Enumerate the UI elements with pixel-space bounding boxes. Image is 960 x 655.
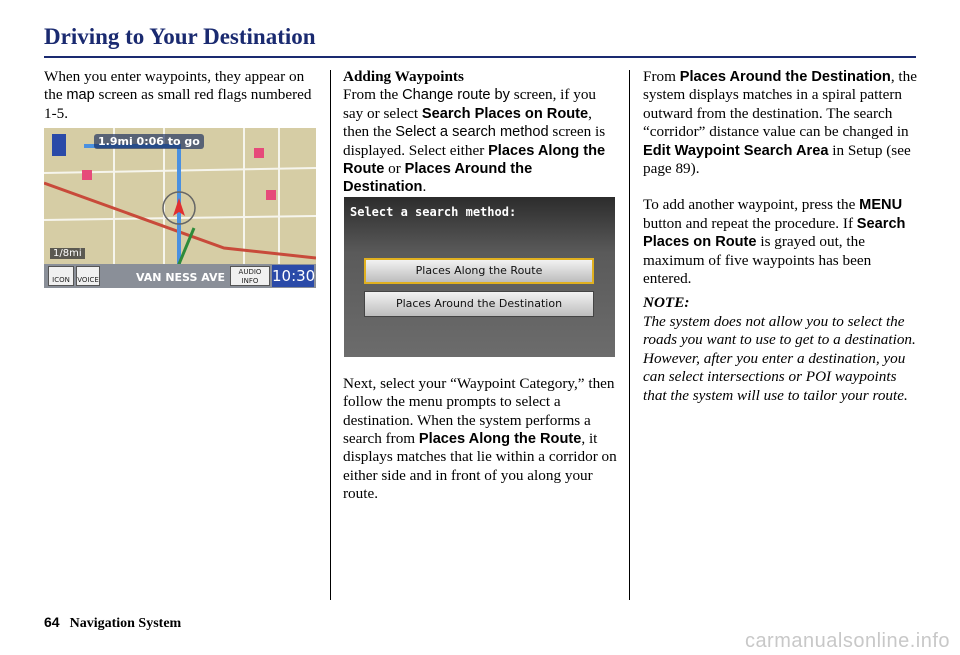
column-right — [643, 68, 917, 405]
clock: 10:30 — [272, 267, 316, 285]
text-run: screen, if you say or select — [343, 86, 597, 122]
select-method-term: Select a search method — [395, 124, 549, 141]
places-along-route-option[interactable]: Places Along the Route — [364, 258, 594, 284]
text-run: , it displays matches that lie within a corridor on either side and in front of you along your route. — [343, 430, 617, 503]
audio-info-button[interactable] — [230, 266, 270, 286]
text-run: From — [643, 68, 680, 85]
around-destination-term: Places Around the Destination — [343, 161, 533, 196]
map-screen-image — [44, 128, 316, 288]
map-term: map — [66, 87, 95, 104]
site-watermark: carmanualsonline.info — [744, 630, 950, 652]
section-heading: Adding Waypoints — [343, 68, 464, 85]
icon-button-label: ICON — [52, 276, 70, 284]
text-run: From the — [343, 86, 403, 104]
text-run: screen as small red flags numbered 1-5. — [44, 86, 312, 122]
around-destination-term: Places Around the Destination — [679, 69, 891, 85]
along-route-term: Places Along the Route — [418, 431, 582, 448]
footer-label: Navigation System — [69, 616, 182, 631]
note-text: The system does not allow you to select the roads you want to use to get to a destination. However, after you enter a destination, you can select intersections or POI waypoints that the system will use to tailor your route. — [643, 312, 916, 404]
add-waypoint-paragraph — [643, 196, 917, 288]
edit-search-area-term: Edit Waypoint Search Area — [643, 142, 829, 159]
title-divider — [44, 56, 916, 58]
text-run: To add another waypoint, press the — [643, 196, 860, 214]
column-divider — [330, 70, 331, 600]
menu-term: MENU — [859, 197, 903, 214]
page-footer — [44, 614, 181, 632]
icon-button[interactable] — [48, 266, 74, 286]
along-route-term: Places Along the Route — [343, 142, 606, 178]
page-number: 64 — [44, 614, 60, 630]
adding-waypoints-paragraph — [343, 86, 617, 196]
distance-time-label: 1.9mi 0:06 to go — [94, 134, 204, 149]
search-method-screen-image — [344, 197, 615, 357]
places-around-destination-option[interactable]: Places Around the Destination — [364, 291, 594, 317]
text-run: , the system displays matches in a spiral pattern outward from the destination. The search “corridor” distance value can be changed in — [643, 68, 917, 141]
audio-info-label: AUDIO INFO — [238, 268, 262, 285]
text-run: is grayed out, the maximum of five waypoints has been entered. — [643, 233, 872, 288]
category-paragraph — [343, 375, 617, 504]
note-heading: NOTE: — [643, 294, 690, 312]
text-run: Next, select your “Waypoint Category,” then follow the menu prompts to select a destination. When the system performs a search from — [343, 374, 615, 448]
current-street-label: VAN NESS AVE — [136, 271, 226, 284]
text-run: button and repeat the procedure. If — [643, 214, 857, 232]
column-divider — [629, 70, 630, 600]
text-run: or — [384, 160, 405, 178]
text-run: in Setup (see page 89). — [643, 141, 911, 178]
text-run: . — [422, 178, 427, 196]
search-places-term: Search Places on Route — [421, 105, 589, 122]
map-scale: 1/8mi — [50, 248, 85, 259]
change-route-term: Change route by — [402, 87, 510, 104]
text-run: screen is displayed. Select either — [343, 123, 606, 159]
search-places-term: Search Places on Route — [643, 215, 906, 251]
page-title: Driving to Your Destination — [44, 24, 316, 49]
waypoint-intro-paragraph — [44, 68, 316, 123]
around-destination-paragraph — [643, 68, 917, 178]
search-method-title: Select a search method: — [350, 205, 517, 219]
voice-button[interactable] — [76, 266, 100, 286]
text-run: , then the — [343, 104, 592, 141]
voice-button-label: VOICE — [77, 276, 99, 284]
column-left — [44, 68, 316, 123]
paragraph-gap — [643, 178, 917, 196]
text-run: When you enter waypoints, they appear on the — [44, 68, 305, 104]
